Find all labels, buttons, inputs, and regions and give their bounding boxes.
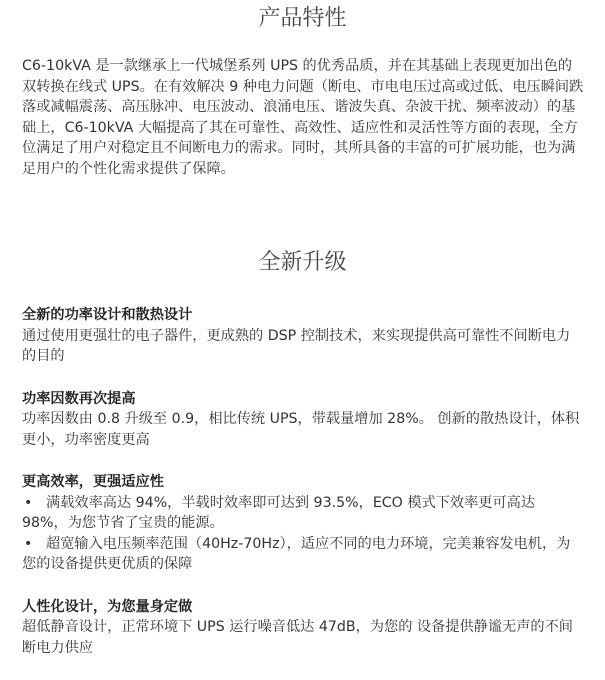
bullet-text: 超宽输入电压频率范围（40Hz-70Hz），适应不同的电力环境，完美兼容发电机，为您的设备提供更优质的保障 <box>22 535 571 572</box>
feature-description: 功率因数由 0.8 升级至 0.9，相比传统 UPS，带载量增加 28%。 创新的散热设计，体积更小，功率密度更高 <box>22 411 580 448</box>
feature-description: 通过使用更强壮的电子器件，更成熟的 DSP 控制技术，来实现提供高可靠性不间断电力的目的 <box>22 327 571 364</box>
bullet-item <box>22 534 584 575</box>
bullet-item <box>22 493 584 534</box>
feature-title: 全新的功率设计和散热设计 <box>22 307 193 323</box>
bullet-icon: • <box>24 535 33 552</box>
feature-list <box>22 305 584 680</box>
feature-power-thermal-design <box>22 305 584 367</box>
section-title-new-upgrade: 全新升级 <box>258 250 347 275</box>
feature-efficiency-adaptability <box>22 472 584 575</box>
feature-title: 更高效率，更强适应性 <box>22 474 164 490</box>
feature-power-factor <box>22 389 584 451</box>
feature-humanized-design <box>22 597 584 659</box>
feature-title: 功率因数再次提高 <box>22 390 136 407</box>
bullet-text: 满载效率高达 94%，半载时效率即可达到 93.5%，ECO 模式下效率更可高达 98%，为您节省了宝贵的能源。 <box>22 494 536 531</box>
feature-title: 人性化设计，为您量身定做 <box>22 598 193 615</box>
bullet-icon: • <box>24 494 33 511</box>
section-title-product-features: 产品特性 <box>258 6 347 31</box>
feature-description: 超低静音设计，正常环境下 UPS 运行噪音低达 47dB，为您的 设备提供静谧无声的不间断电力供应 <box>22 619 573 656</box>
intro-paragraph: C6-10kVA 是一款继承上一代城堡系列 UPS 的优秀品质，并在其基础上表现更加出色的双转换在线式 UPS。在有效解决 9 种电力问题（断电、市电电压过高或过低、电压瞬间跌落或减幅震荡、高压脉冲、电压波动、浪涌电压、谐波失真、杂波干扰、频率波动）的基础上，C6-10kVA 大幅提高了其在可靠性、高效性、适应性和灵活性等方面的表现，全方位满足了用户对稳定且不间断电力的需求。同时，其所具备的丰富的可扩展功能，也为满足用户的个性化需求提供了保障。 <box>22 58 584 177</box>
